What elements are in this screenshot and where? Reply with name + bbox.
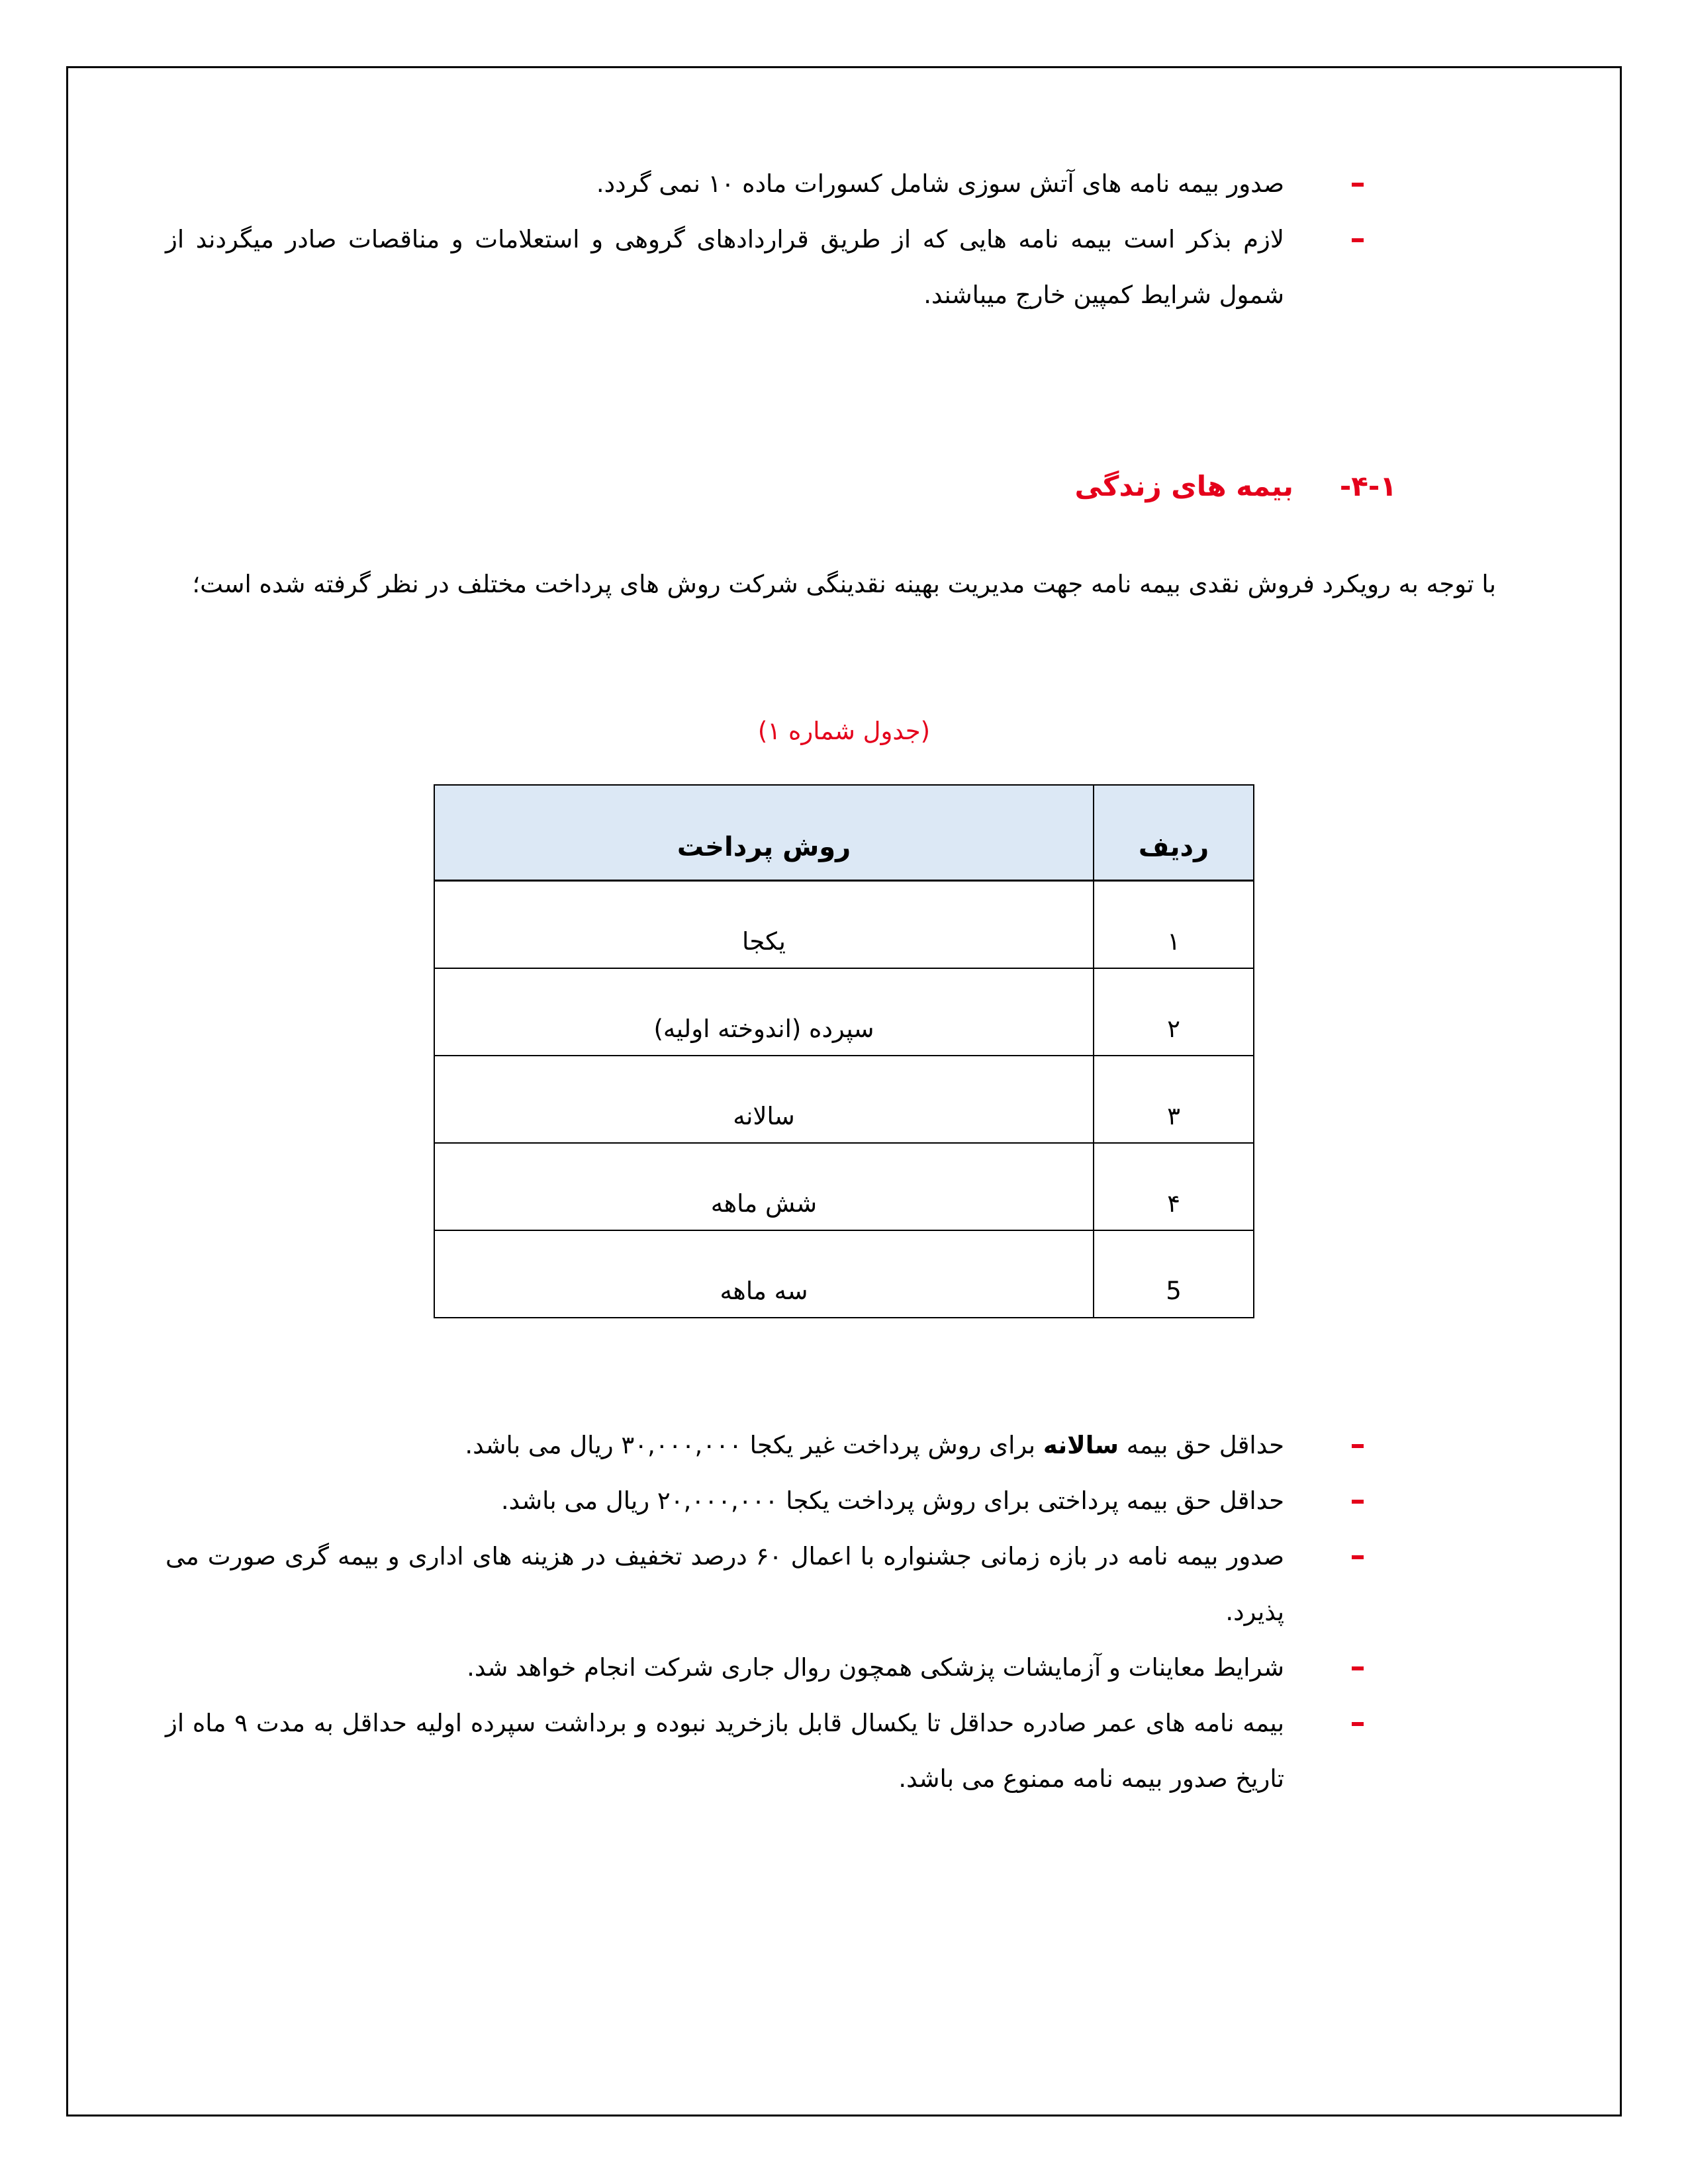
table-row — [434, 1230, 1254, 1318]
table-row — [434, 968, 1254, 1056]
dash-bullet-icon — [1352, 1666, 1364, 1670]
cell-payment-method: سپرده (اندوخته اولیه) — [434, 968, 1094, 1056]
payment-methods-table — [434, 784, 1254, 1318]
bullet-text-suffix: برای روش پرداخت غیر یکجا ۳۰,۰۰۰,۰۰۰ ریال می باشد. — [465, 1431, 1036, 1459]
cell-row-number: ۲ — [1094, 968, 1254, 1056]
cell-payment-method: سالانه — [434, 1056, 1094, 1143]
cell-row-number: 5 — [1094, 1230, 1254, 1318]
cell-row-number: ۴ — [1094, 1143, 1254, 1230]
bullet-item — [165, 1418, 1364, 1473]
table-header-row — [434, 785, 1254, 881]
bullet-item — [165, 212, 1364, 323]
section-number: ۴-۱- — [1339, 470, 1397, 502]
section-heading — [1075, 467, 1397, 506]
section-title: بیمه های زندگی — [1074, 470, 1293, 502]
table-row — [434, 881, 1254, 969]
cell-row-number: ۳ — [1094, 1056, 1254, 1143]
cell-payment-method: یکجا — [434, 881, 1094, 969]
dash-bullet-icon — [1352, 1444, 1364, 1448]
cell-payment-method: سه ماهه — [434, 1230, 1094, 1318]
bullet-text: صدور بیمه نامه در بازه زمانی جشنواره با اعمال ۶۰ درصد تخفیف در هزینه های اداری و بیمه گری صورت می پذیرد. — [165, 1542, 1284, 1626]
bullet-item — [165, 1696, 1364, 1807]
bullet-text: حداقل حق بیمه پرداختی برای روش پرداخت یکجا ۲۰,۰۰۰,۰۰۰ ریال می باشد. — [500, 1486, 1284, 1515]
bullet-item — [165, 1640, 1364, 1696]
bullet-text: لازم بذکر است بیمه نامه هایی که از طریق قراردادهای گروهی و استعلامات و مناقصات صادر میگردند از شمول شرایط کمپین خارج میباشند. — [165, 225, 1284, 309]
cell-payment-method: شش ماهه — [434, 1143, 1094, 1230]
bullet-item — [165, 156, 1364, 212]
dash-bullet-icon — [1352, 183, 1364, 187]
dash-bullet-icon — [1352, 1555, 1364, 1559]
cell-row-number: ۱ — [1094, 881, 1254, 969]
bullet-text-bold: سالانه — [1043, 1431, 1119, 1459]
bottom-bullet-list — [165, 1418, 1364, 1807]
bullet-text-prefix: حداقل حق بیمه — [1126, 1431, 1284, 1459]
top-bullet-list — [165, 156, 1364, 323]
header-payment-method: روش پرداخت — [434, 785, 1094, 881]
table-row — [434, 1056, 1254, 1143]
bullet-item — [165, 1529, 1364, 1640]
intro-paragraph: با توجه به رویکرد فروش نقدی بیمه نامه جهت مدیریت بهینه نقدینگی شرکت روش های پرداخت مختلف در نظر گرفته شده است؛ — [192, 570, 1496, 598]
bullet-text: شرایط معاینات و آزمایشات پزشکی همچون روال جاری شرکت انجام خواهد شد. — [467, 1653, 1284, 1682]
dash-bullet-icon — [1352, 1722, 1364, 1726]
bullet-text: صدور بیمه نامه های آتش سوزی شامل کسورات ماده ۱۰ نمی گردد. — [596, 169, 1284, 198]
header-row-number: ردیف — [1094, 785, 1254, 881]
bullet-text: بیمه نامه های عمر صادره حداقل تا یکسال قابل بازخرید نبوده و برداشت سپرده اولیه حداقل به مدت ۹ ماه از تاریخ صدور بیمه نامه ممنوع می باشد. — [165, 1709, 1284, 1793]
dash-bullet-icon — [1352, 238, 1364, 242]
dash-bullet-icon — [1352, 1500, 1364, 1504]
table-row — [434, 1143, 1254, 1230]
bullet-item — [165, 1473, 1364, 1529]
table-caption: (جدول شماره ۱) — [757, 717, 931, 745]
